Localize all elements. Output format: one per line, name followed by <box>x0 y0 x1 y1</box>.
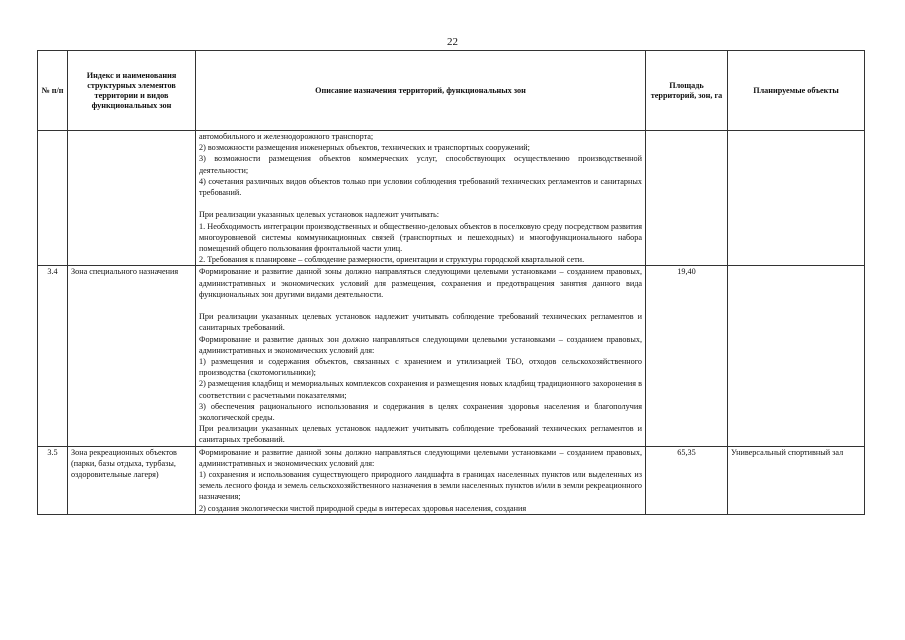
description-paragraph: 2) размещения кладбищ и мемориальных комплексов сохранения и размещения новых кладбищ традиционного захоронения в соответствии с расчетными показателями; <box>199 379 642 400</box>
description-paragraph: 3) возможности размещения объектов коммерческих услуг, способствующих осуществлению производственной деятельности; <box>199 154 642 175</box>
header-area: Площадь территорий, зон, га <box>646 51 728 131</box>
zone-area: 19,40 <box>646 266 728 446</box>
description-paragraph: При реализации указанных целевых установок надлежит учитывать: <box>199 210 440 220</box>
zone-name: Зона рекреационных объектов (парки, базы отдыха, турбазы, оздоровительные лагеря) <box>68 446 196 514</box>
description-paragraph: 2. Требования к планировке – соблюдение размерности, ориентации и структуры городской квартальной сети. <box>199 255 585 265</box>
description-paragraph: 2) возможности размещения инженерных объектов, технических и транспортных сооружений; <box>199 143 530 153</box>
row-number <box>38 131 68 266</box>
zone-description <box>196 446 646 514</box>
row-number: 3.4 <box>38 266 68 446</box>
header-name: Индекс и наименования структурных элементов территории и видов функциональных зон <box>68 51 196 131</box>
zones-table <box>37 50 865 515</box>
table-row <box>38 266 865 446</box>
description-paragraph: 2) создания экологически чистой природной среды в интересах здоровья населения, создания <box>199 503 527 513</box>
zone-area <box>646 131 728 266</box>
planned-objects <box>728 266 865 446</box>
description-paragraph: 1) сохранения и использования существующего природного ландшафта в границах населенных пунктов или выделенных из земель лесного фонда и земель сельскохозяйственного назначения в земли населенных пунктов и/или в земли рекреационного назначения; <box>199 470 642 502</box>
zone-area: 65,35 <box>646 446 728 514</box>
page-number: 22 <box>447 36 458 48</box>
table-row <box>38 446 865 514</box>
zone-name <box>68 131 196 266</box>
description-paragraph: 1) размещения и содержания объектов, связанных с хранением и утилизацией ТБО, отходов сельскохозяйственного производства (скотомогильники); <box>199 357 642 378</box>
description-paragraph: 4) сочетания различных видов объектов только при условии соблюдения требований технических регламентов и санитарных требований. <box>199 176 642 198</box>
zone-description <box>196 266 646 446</box>
row-number: 3.5 <box>38 446 68 514</box>
description-paragraph: При реализации указанных целевых установок надлежит учитывать соблюдение требований технических регламентов и санитарных требований. <box>199 424 642 445</box>
header-description: Описание назначения территорий, функциональных зон <box>196 51 646 131</box>
planned-objects: Универсальный спортивный зал <box>728 446 865 514</box>
description-paragraph: Формирование и развитие данных зон должно направляться следующими целевыми установками – созданием правовых, административных и экономических условий для: <box>199 334 642 355</box>
description-paragraph: При реализации указанных целевых установок надлежит учитывать соблюдение требований технических регламентов и санитарных требований. <box>199 312 642 333</box>
table-row <box>38 131 865 266</box>
table-header-row <box>38 51 865 131</box>
description-paragraph: Формирование и развитие данной зоны должно направляться следующими целевыми установками – созданием правовых, административных и экономических условий для размещения, сохранения и предотвращения занятия данного вида функциональных зон другими видами деятельности. <box>199 267 642 299</box>
description-paragraph: 3) обеспечения рационального использования и содержания в целях сохранения здоровья населения и благополучия экологической среды. <box>199 401 642 423</box>
header-num: № п/п <box>38 51 68 131</box>
description-paragraph: автомобильного и железнодорожного транспорта; <box>199 132 374 141</box>
description-paragraph: 1. Необходимость интеграции производственных и общественно-деловых объектов в поселковую среду посредством развития многоуровневой системы коммуникационных связей (транспортных и пешеходных) и многофункционального набора помещений общего пользования фронтальной части улиц. <box>199 221 642 254</box>
description-paragraph: Формирование и развитие данной зоны должно направляться следующими целевыми установками – созданием правовых, административных и экономических условий для: <box>199 447 642 468</box>
table-body <box>38 131 865 515</box>
header-objects: Планируемые объекты <box>728 51 865 131</box>
zone-name: Зона специального назначения <box>68 266 196 446</box>
planned-objects <box>728 131 865 266</box>
zone-description <box>196 131 646 266</box>
